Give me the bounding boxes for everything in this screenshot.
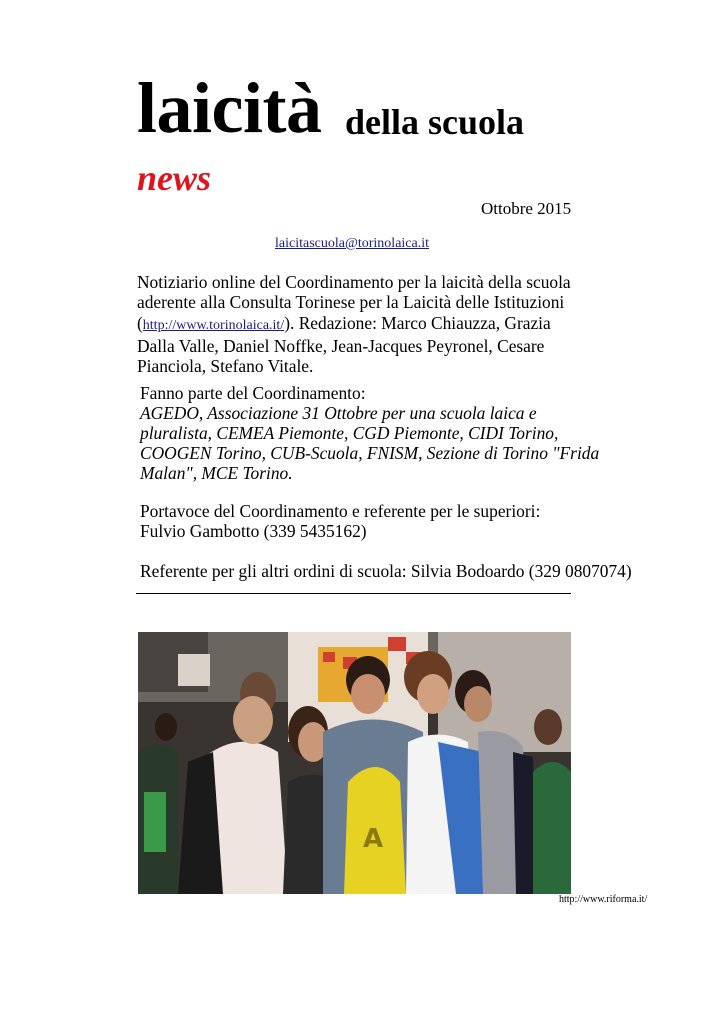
section-divider — [136, 593, 571, 594]
referent-line: Referente per gli altri ordini di scuola: Silvia Bodoardo (329 0807074) — [140, 561, 632, 581]
members-list-line: Malan", MCE Torino. — [140, 463, 293, 483]
spokesperson-contact: Fulvio Gambotto (339 5435162) — [140, 521, 367, 541]
intro-line: Dalla Valle, Daniel Noffke, Jean-Jacques Peyronel, Cesare — [137, 335, 545, 356]
contact-email-link[interactable]: laicitascuola@torinolaica.it — [275, 236, 429, 251]
intro-editorial-text: ). Redazione: Marco Chiauzza, Grazia — [284, 312, 551, 333]
members-list-line: AGEDO, Associazione 31 Ottobre per una scuola laica e — [140, 403, 537, 423]
members-list-line: COOGEN Torino, CUB-Scuola, FNISM, Sezione di Torino "Frida — [140, 443, 600, 463]
intro-open-paren: ( — [137, 312, 143, 333]
intro-line: Pianciola, Stefano Vitale. — [137, 356, 314, 377]
intro-line: aderente alla Consulta Torinese per la Laicità delle Istituzioni — [137, 292, 565, 313]
members-list-line: pluralista, CEMEA Piemonte, CGD Piemonte, CIDI Torino, — [140, 423, 559, 443]
intro-line — [137, 313, 577, 336]
spokesperson-section — [140, 501, 610, 541]
members-heading: Fanno parte del Coordinamento: — [140, 383, 366, 403]
members-section — [140, 383, 610, 483]
photo-credit: http://www.riforma.it/ — [559, 894, 648, 905]
issue-date: Ottobre 2015 — [481, 199, 572, 218]
news-label: news — [137, 158, 212, 198]
intro-line: Notiziario online del Coordinamento per la laicità della scuola — [137, 272, 571, 292]
torinolaica-link[interactable]: http://www.torinolaica.it/ — [142, 317, 285, 333]
intro-paragraph — [137, 272, 577, 376]
spokesperson-role: Portavoce del Coordinamento e referente per le superiori: — [140, 501, 541, 521]
newsletter-subtitle: della scuola — [345, 102, 525, 142]
svg-text:A: A — [363, 824, 384, 854]
newsletter-title: laicità — [137, 68, 322, 148]
students-photo — [138, 632, 571, 894]
